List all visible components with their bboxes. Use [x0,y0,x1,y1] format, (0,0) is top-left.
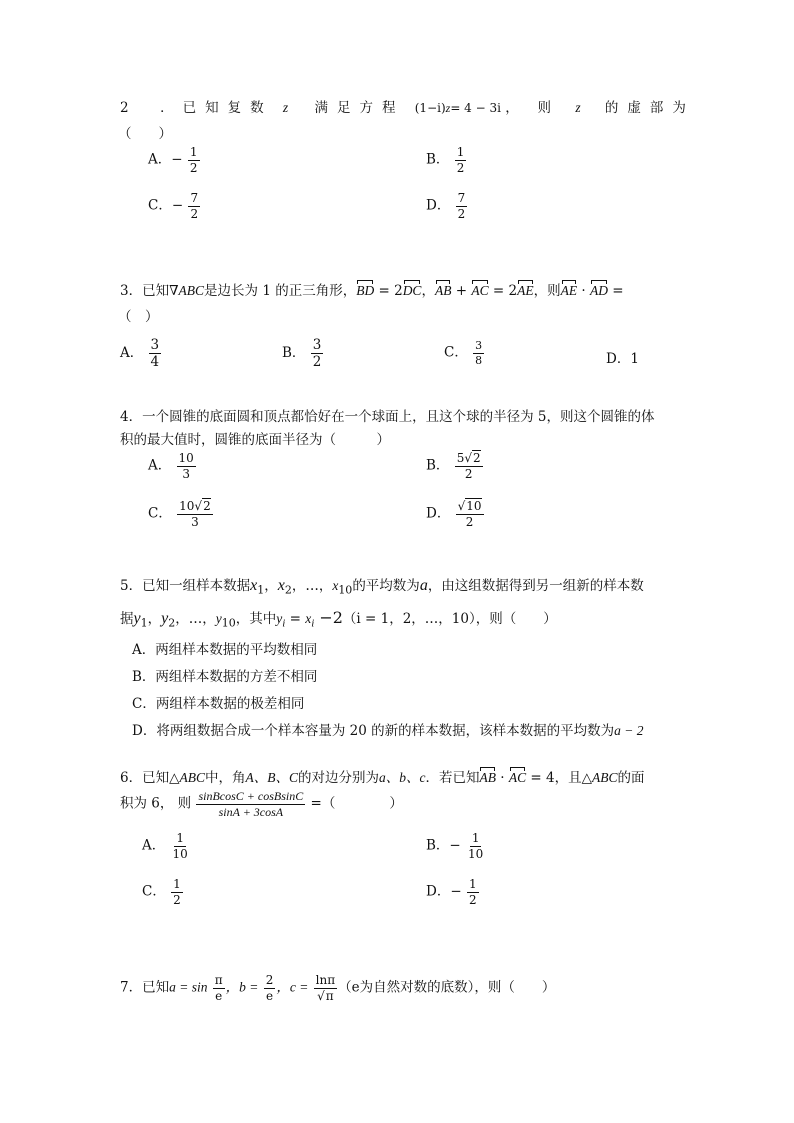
q2-b-frac [455,146,467,174]
q2-a-den: 2 [189,160,198,175]
q7-c-eq: ，c = [276,979,309,995]
q5-y1: y [133,610,141,627]
q6-line1-b: 中，角 [204,770,246,786]
q5-yi: y [276,611,283,626]
q3-comma: ， [421,283,435,299]
q6-b-den: 10 [468,846,484,861]
q3-c-num: 3 [475,339,483,352]
q6-line1-c: 的对边分别为 [297,770,379,786]
q7-c-num: lnπ [315,973,336,987]
q6-eq4: = 4，且 [526,770,582,786]
q4-a-frac [177,452,196,480]
q4-d-frac [456,500,484,528]
q5-y1-sub: 1 [140,616,148,630]
q6-c-label: C． [142,883,166,900]
q5-line2: 据$y_1$，$y_2$，…，$y_{10}$，其中$y_i = x_i -2(i = 1$，2，…，10），则（ ） [120,608,557,630]
q7-a-frac [213,974,225,1002]
q3-b-label: B． [282,345,306,362]
q2-c-num: 7 [190,191,199,205]
q5-eq: = [285,611,306,627]
q2-a-frac [188,146,200,174]
q7-line [120,974,555,1002]
q6-c-frac [171,878,183,906]
q5-d-expr: a − 2 [614,723,644,738]
q6-d-frac [467,878,479,906]
q7-b-den: e [265,988,274,1003]
q6-line2-a: 积为 6， 则 [120,795,192,812]
q6-a-frac [171,832,190,860]
q3-c-den: 8 [475,353,483,367]
q5-line1-a: 5．已知一组样本数据 [120,578,251,594]
q3-eq3: = [607,283,624,299]
q6-vec-ac: AC [508,770,527,785]
q3-eq2: = 2 [488,283,518,299]
q7-prefix: 7．已知 [120,979,170,996]
q2-d-den: 2 [457,206,466,221]
q5-xi-sub: i [311,617,315,630]
q2-a-num: 1 [189,145,198,159]
q6-a-num: 1 [176,831,184,845]
q4-option-d [426,500,485,528]
q3-vec-ae: AE [517,283,534,298]
q4-option-a [148,452,197,480]
q6-option-c [142,878,184,906]
q3-dot: · [577,283,590,299]
q6-vec-ab: AB [479,770,496,785]
q2-line1 [120,96,695,116]
q3-vec-dc: DC [402,283,422,298]
q5-x10-sub: 10 [338,583,353,597]
q4-d-num: √10 [457,499,482,513]
q6-option-a [142,832,191,860]
q3-eq1: = 2 [374,283,403,299]
q5-y2-sub: 2 [168,616,176,630]
q3-b-den: 2 [312,354,322,371]
q2-then: ， 则 [505,100,558,116]
q4-b-num-rad: 2 [473,451,481,465]
q2-option-a [148,146,201,174]
q6-frac-den: sinA + 3cosA [218,804,284,819]
q5-y10: y [215,611,222,626]
q4-option-b [426,452,484,480]
q3-vec-ac: AC [471,283,489,298]
q4-c-num-coef: 10 [179,499,195,513]
q2-b-num: 1 [456,145,465,159]
q6-d-num: 1 [468,877,477,891]
q5-line1: 5．已知一组样本数据$x_1$，$x_2$，…，$x_{10}$的平均数为a，由这组数据得到另一组新的样本数 [120,577,644,597]
q3-line1 [120,279,624,299]
q2-c-label: C．− [148,197,184,214]
q5-option-a: A．两组样本数据的平均数相同 [132,642,318,658]
q2-b-den: 2 [456,160,465,175]
q5-cond: （i = 1，2，…，10），则（ ） [342,611,557,627]
q3-a-num: 3 [150,337,160,353]
q6-line1 [120,766,645,786]
q4-b-num: 5√2 [456,451,481,465]
q6-line1-e: 的面 [617,770,645,786]
q6-b-num: 1 [471,831,480,845]
q4-b-num-coef: 5 [456,451,465,465]
q7-b-frac [264,974,276,1002]
q3-c-frac [473,340,484,366]
q5-x1-sub: 1 [257,583,265,597]
q6-main-frac [196,790,305,818]
q2-eq-c: = 4 − 3i [450,101,501,115]
q7-c-den-wrap: √π [317,988,334,1003]
q6-d-den: 2 [468,892,477,907]
q6-c-den: 2 [173,892,181,907]
q3-a-frac [149,338,162,369]
q7-b-num: 2 [265,973,274,987]
q7-a-eq: a = sin [169,979,208,995]
q5-option-c: C．两组样本数据的极差相同 [132,696,305,712]
q2-b-label: B． [426,151,450,168]
q4-d-label: D． [426,505,451,522]
q5-yi-sub: i [282,617,286,630]
q5-option-b: B．两组样本数据的方差不相同 [132,669,318,685]
q2-mid: 满足方程 [314,100,405,116]
q4-c-frac [177,500,213,528]
q3-plus: + [451,283,472,299]
q3-text1: 是边长为 1 的正三角形， [204,283,357,299]
q6-angles: A、B、C [245,770,298,785]
q3-a-den: 4 [150,354,160,371]
q4-line2: 积的最大值时，圆锥的底面半径为（ ） [120,432,390,448]
q2-paren: （ ） [118,126,172,142]
q7-b-eq: ，b = [225,979,259,995]
q5-line2-a: 据 [120,611,134,627]
q3-option-c [444,340,485,366]
q3-vec-ae2: AE [560,283,578,298]
q2-var-z: z [282,100,289,115]
q2-var-z2: z [575,100,581,115]
q2-c-den: 2 [190,206,199,221]
q6-d-label: D．− [426,883,462,900]
q5-y2: y [161,610,169,627]
q6-c-num: 1 [173,877,181,891]
q3-triangle: ∇ABC [169,283,205,298]
q2-d-label: D． [426,197,451,214]
q4-option-c [148,500,214,528]
q6-a-den: 10 [172,846,188,861]
q5-d-text: D．将两组数据合成一个样本容量为 20 的新的样本数据，该样本数据的平均数为 [132,723,615,739]
q3-option-d: D．1 [606,351,639,367]
q6-line2-b: =（ ） [306,795,403,812]
q5-dots1: … [305,578,319,594]
q7-a-num: π [214,973,223,987]
q5-line1-b: 的平均数为 [352,578,420,594]
q2-option-b [426,146,467,174]
q4-c-num: 10√2 [179,499,211,513]
q4-line1: 4．一个圆锥的底面圆和顶点都恰好在一个球面上，且这个球的半径为 5，则这个圆锥的体 [120,409,655,425]
q3-paren: （ ） [118,309,159,325]
q4-a-num: 10 [178,451,194,465]
q4-b-frac [455,452,483,480]
q6-b-frac [466,832,485,860]
q4-c-num-rad: 2 [203,499,211,513]
q5-x1: x [250,577,258,594]
q3-then: ，则 [533,283,561,299]
q4-a-den: 3 [182,466,190,481]
q6-triangle2: △ABC [581,770,618,785]
q3-vec-bd: BD [356,283,375,298]
q2-c-frac [188,192,200,220]
q7-c-den: π [325,988,334,1003]
q7-c-frac [314,974,337,1002]
q2-d-num: 7 [457,191,466,205]
q2-d-frac [456,192,468,220]
q4-d-num-rad: 10 [466,499,482,513]
q4-c-den: 3 [191,514,199,529]
q5-y10-sub: 10 [221,616,236,630]
q2-tail: 的虚部为 [604,100,695,116]
q2-option-d [426,192,468,220]
q6-line2 [120,790,403,818]
q5-line1-c: ，由这组数据得到另一组新的样本数 [427,578,644,594]
q6-option-d [426,878,480,906]
q6-option-b [426,832,486,860]
q2-eq-a: (1−i) [414,101,446,115]
q6-a-label: A． [142,837,166,854]
q6-b-label: B．− [426,837,461,854]
q5-line2-b: ，其中 [235,611,277,627]
q3-option-a [120,338,162,369]
q4-b-den: 2 [464,466,473,481]
q5-a: a [419,577,428,594]
q3-option-b [282,338,324,369]
q5-option-d [132,719,643,739]
q2-option-c [148,192,201,220]
q3-b-num: 3 [312,337,322,353]
q6-triangle: △ABC [169,770,205,785]
q3-vec-ad: AD [589,283,608,298]
q3-a-label: A． [120,345,144,362]
q7-a-den: e [215,988,223,1003]
q5-x2-sub: 2 [284,583,292,597]
q2-eq-z: z [445,101,451,115]
q4-d-den: 2 [465,514,474,529]
q4-b-label: B． [426,457,450,474]
q6-line1-d: ．若已知 [425,770,480,786]
q3-prefix: 3．已知 [120,283,170,299]
q6-frac-num: sinBcosC + cosBsinC [198,789,304,803]
q3-b-frac [311,338,324,369]
q6-sides: a、b、c [378,770,426,785]
q5-minus2: −2 [314,608,343,627]
q3-vec-ab: AB [434,283,452,298]
q5-x10: x [332,578,339,593]
q6-line1-a: 6．已知 [120,770,170,786]
q3-c-label: C． [444,344,468,361]
q5-dots2: … [188,611,203,627]
q2-prefix: 2 ．已知复数 [120,100,273,116]
q7-tail: （e为自然对数的底数），则（ ） [338,979,556,996]
q5-xi: x [305,611,312,626]
q6-dot: · [495,770,509,786]
q4-c-label: C． [148,505,172,522]
q2-a-label: A．− [148,151,183,168]
q5-x2: x [277,577,285,594]
q4-a-label: A． [148,457,172,474]
